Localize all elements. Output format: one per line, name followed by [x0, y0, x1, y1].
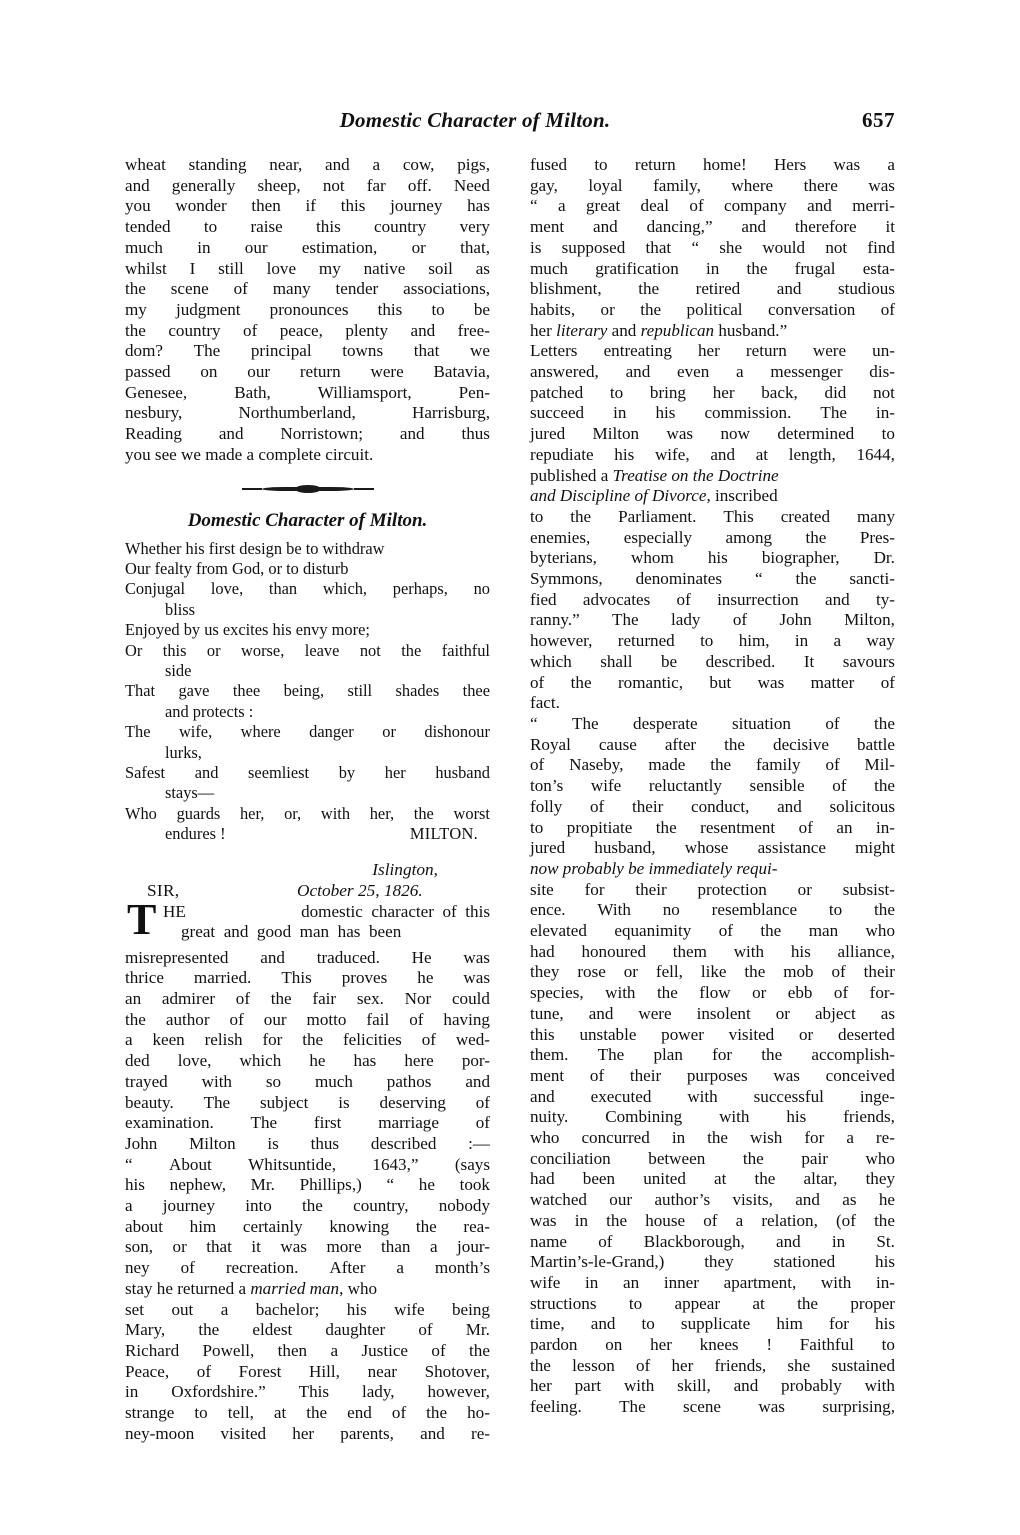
paragraph-line: ton’s wife reluctantly sensible of the — [530, 776, 895, 796]
paragraph-line: tended to raise this country very — [125, 217, 490, 237]
continued-paragraph — [125, 155, 490, 466]
paragraph-line: the country of peace, plenty and free- — [125, 320, 490, 340]
page-number: 657 — [862, 108, 895, 132]
paragraph-line: byterians, whom his biographer, Dr. — [530, 548, 895, 568]
paragraph-line: who concurred in the wish for a re- — [530, 1128, 895, 1148]
paragraph-line: and generally sheep, not far off. Need — [125, 175, 490, 195]
motto-attribution-row — [125, 824, 490, 844]
paragraph-line: a journey into the country, nobody — [125, 1196, 490, 1216]
verse-line: bliss — [165, 599, 196, 619]
paragraph-line: Reading and Norristown; and thus — [125, 424, 490, 444]
verse-line: Our fealty from God, or to disturb — [125, 558, 349, 578]
paragraph-line: Mary, the eldest daughter of Mr. — [125, 1320, 490, 1340]
paragraph-line: Royal cause after the decisive battle — [530, 734, 895, 754]
paragraph-line: had been united at the altar, they — [530, 1169, 895, 1189]
paragraph-line: fact. — [530, 693, 560, 713]
paragraph-line: enemies, especially among the Pres- — [530, 527, 895, 547]
paragraph-line: misrepresented and traduced. He was — [125, 947, 490, 967]
ornament-tip-right — [354, 488, 374, 490]
paragraph-line: of the romantic, but was matter of — [530, 672, 895, 692]
dropcap-first-line — [125, 902, 490, 923]
motto-attribution: MILTON. — [409, 824, 478, 844]
paragraph-line: conciliation between the pair who — [530, 1148, 895, 1168]
paragraph-line: site for their protection or subsist- — [530, 879, 895, 899]
paragraph-line: habits, or the political conversation of — [530, 299, 895, 319]
paragraph-line: son, or that it was more than a jour- — [125, 1237, 490, 1257]
paragraph-line: which shall be described. It savours — [530, 651, 895, 671]
paragraph-line: time, and to supplicate him for his — [530, 1314, 895, 1334]
paragraph-line: fused to return home! Hers was a — [530, 155, 895, 174]
paragraph-line: my judgment pronounces this to be — [125, 299, 490, 319]
right-column — [530, 155, 895, 1418]
left-column — [125, 155, 490, 1445]
paragraph-line: of Naseby, made the family of Mil- — [530, 755, 895, 775]
paragraph-line: Genesee, Bath, Williamsport, Pen- — [125, 382, 490, 402]
paragraph-line: the author of our motto fail of having — [125, 1009, 490, 1029]
paragraph-line: the lesson of her friends, she sustained — [530, 1355, 895, 1375]
letter-body — [125, 948, 490, 1445]
letter-date: October 25, 1826. — [297, 880, 423, 900]
paragraph-line: examination. The first marriage of — [125, 1113, 490, 1133]
verse-line: Conjugal love, than which, perhaps, no — [125, 579, 490, 599]
paragraph-line: her part with skill, and probably with — [530, 1376, 895, 1396]
dropcap-opening — [125, 894, 490, 948]
paragraph-line: succeed in his commission. The in- — [530, 403, 895, 423]
paragraph-line: “ a great deal of company and merri- — [530, 196, 895, 216]
letter-place: Islington, — [372, 859, 438, 879]
paragraph-line: this unstable power visited or deserted — [530, 1024, 895, 1044]
letter-salutation: SIR, — [147, 880, 180, 900]
paragraph-line: Symmons, denominates “ the sancti- — [530, 569, 895, 589]
ornament-dot — [295, 485, 321, 493]
paragraph-line: to propitiate the resentment of an in- — [530, 817, 895, 837]
paragraph-line: jured husband, whose assistance might — [530, 838, 895, 858]
paragraph-line: his nephew, Mr. Phillips,) “ he took — [125, 1175, 490, 1195]
verse-line: Safest and seemliest by her husband — [125, 763, 490, 783]
paragraph-line: blishment, the retired and studious — [530, 279, 895, 299]
paragraph-line: set out a bachelor; his wife being — [125, 1299, 490, 1319]
verse-line: Enjoyed by us excites his envy more; — [125, 620, 370, 640]
paragraph-line: passed on our return were Batavia, — [125, 362, 490, 382]
right-column-text — [530, 155, 895, 1418]
paragraph-line: Martin’s-le-Grand,) they stationed his — [530, 1252, 895, 1272]
ornament-tip-left — [242, 488, 262, 490]
running-head — [125, 108, 895, 140]
paragraph-line: is supposed that “ she would not find — [530, 237, 895, 257]
motto-verse — [125, 539, 490, 845]
paragraph-line: “ About Whitsuntide, 1643,” (says — [125, 1154, 490, 1174]
paragraph-line: to the Parliament. This created many — [530, 506, 895, 526]
paragraph-line: name of Blackborough, and in St. — [530, 1231, 895, 1251]
paragraph-line: whilst I still love my native soil as — [125, 258, 490, 278]
paragraph-line: they rose or fell, like the mob of their — [530, 962, 895, 982]
paragraph-line: stay he returned a married man, who — [125, 1278, 378, 1298]
paragraph-line: them. The plan for the accomplish- — [530, 1045, 895, 1065]
letter-salutation-row — [125, 880, 490, 901]
verse-line: That gave thee being, still shades thee — [125, 681, 490, 701]
paragraph-line: repudiate his wife, and at length, 1644, — [530, 444, 895, 464]
paragraph-line: Letters entreating her return were un- — [530, 341, 895, 361]
paragraph-line: dom? The principal towns that we — [125, 341, 490, 361]
verse-line: and protects : — [165, 701, 254, 721]
dropcap-first-word: HE — [163, 901, 186, 921]
paragraph-line: ment of their purposes was conceived — [530, 1065, 895, 1085]
verse-line: Whether his first design be to withdraw — [125, 538, 385, 558]
paragraph-line: was in the house of a relation, (of the — [530, 1210, 895, 1230]
paragraph-line: species, with the flow or ebb of for- — [530, 983, 895, 1003]
paragraph-line: watched our author’s visits, and as he — [530, 1190, 895, 1210]
paragraph-line: and executed with successful inge- — [530, 1086, 895, 1106]
paragraph-line: pardon on her knees ! Faithful to — [530, 1335, 895, 1355]
paragraph-line: had honoured them with his alliance, — [530, 941, 895, 961]
paragraph-line: about him certainly knowing the rea- — [125, 1216, 490, 1236]
paragraph-line: fied advocates of insurrection and ty- — [530, 589, 895, 609]
paragraph-line: an admirer of the fair sex. Nor could — [125, 989, 490, 1009]
paragraph-line: you wonder then if this journey has — [125, 196, 490, 216]
dropcap-second-line-text: great and good man has been — [181, 922, 402, 942]
paragraph-line: strange to tell, at the end of the ho- — [125, 1403, 490, 1423]
paragraph-line: in Oxfordshire.” This lady, however, — [125, 1382, 490, 1402]
paragraph-line: much in our estimation, or that, — [125, 237, 490, 257]
paragraph-line: and Discipline of Divorce, inscribed — [530, 486, 778, 506]
paragraph-line: ney of recreation. After a month’s — [125, 1258, 490, 1278]
dropcap-first-line-rest: domestic character of this — [301, 901, 490, 921]
paragraph-line: ded love, which he has here por- — [125, 1051, 490, 1071]
paragraph-line: ence. With no resemblance to the — [530, 900, 895, 920]
paragraph-line: trayed with so much pathos and — [125, 1071, 490, 1091]
paragraph-line: ment and dancing,” and therefore it — [530, 217, 895, 237]
paragraph-line: ney-moon visited her parents, and re- — [125, 1423, 490, 1443]
paragraph-line: John Milton is thus described :— — [125, 1133, 490, 1153]
running-head-title: Domestic Character of Milton. — [339, 108, 611, 132]
verse-line: Who guards her, or, with her, the worst — [125, 803, 490, 823]
verse-line: Or this or worse, leave not the faithful — [125, 640, 490, 660]
paragraph-line: tune, and were insolent or abject as — [530, 1003, 895, 1023]
ornament-rule — [125, 476, 490, 502]
paragraph-line: folly of their conduct, and solicitous — [530, 796, 895, 816]
paragraph-line: wife in an inner apartment, with in- — [530, 1272, 895, 1292]
paragraph-line: much gratification in the frugal esta- — [530, 258, 895, 278]
paragraph-line: Richard Powell, then a Justice of the — [125, 1341, 490, 1360]
paragraph-line: now probably be immediately requi- — [530, 858, 778, 878]
motto-last-line: endures ! — [165, 824, 226, 844]
paragraph-line: nesbury, Northumberland, Harrisburg, — [125, 403, 490, 423]
drop-cap-letter: T — [127, 894, 157, 944]
paragraph-line: jured Milton was now determined to — [530, 424, 895, 444]
paragraph-line: thrice married. This proves he was — [125, 968, 490, 988]
verse-line: side — [165, 660, 192, 680]
paragraph-line: “ The desperate situation of the — [530, 713, 895, 733]
paragraph-line: nuity. Combining with his friends, — [530, 1107, 895, 1127]
paragraph-line: feeling. The scene was surprising, — [530, 1397, 895, 1417]
paragraph-line: published a Treatise on the Doctrine — [530, 465, 779, 485]
paragraph-line: however, returned to him, in a way — [530, 631, 895, 651]
paragraph-line: answered, and even a messenger dis- — [530, 362, 895, 382]
paragraph-line: a keen relish for the felicities of wed- — [125, 1030, 490, 1050]
paragraph-line: elevated equanimity of the man who — [530, 921, 895, 941]
verse-line: lurks, — [165, 742, 202, 762]
section-heading: Domestic Character of Milton. — [187, 509, 428, 531]
paragraph-line: gay, loyal family, where there was — [530, 175, 895, 195]
paragraph-line: wheat standing near, and a cow, pigs, — [125, 155, 490, 174]
paragraph-line: you see we made a complete circuit. — [125, 444, 374, 464]
paragraph-line: her literary and republican husband.” — [530, 320, 788, 340]
paragraph-line: beauty. The subject is deserving of — [125, 1092, 490, 1112]
verse-line: stays— — [165, 783, 215, 803]
paragraph-line: the scene of many tender associations, — [125, 279, 490, 299]
paragraph-line: structions to appear at the proper — [530, 1293, 895, 1313]
paragraph-line: patched to bring her back, did not — [530, 382, 895, 402]
paragraph-line: Peace, of Forest Hill, near Shotover, — [125, 1361, 490, 1381]
paragraph-line: ranny.” The lady of John Milton, — [530, 610, 895, 630]
verse-line: The wife, where danger or dishonour — [125, 722, 490, 742]
dropcap-second-line — [125, 922, 490, 943]
